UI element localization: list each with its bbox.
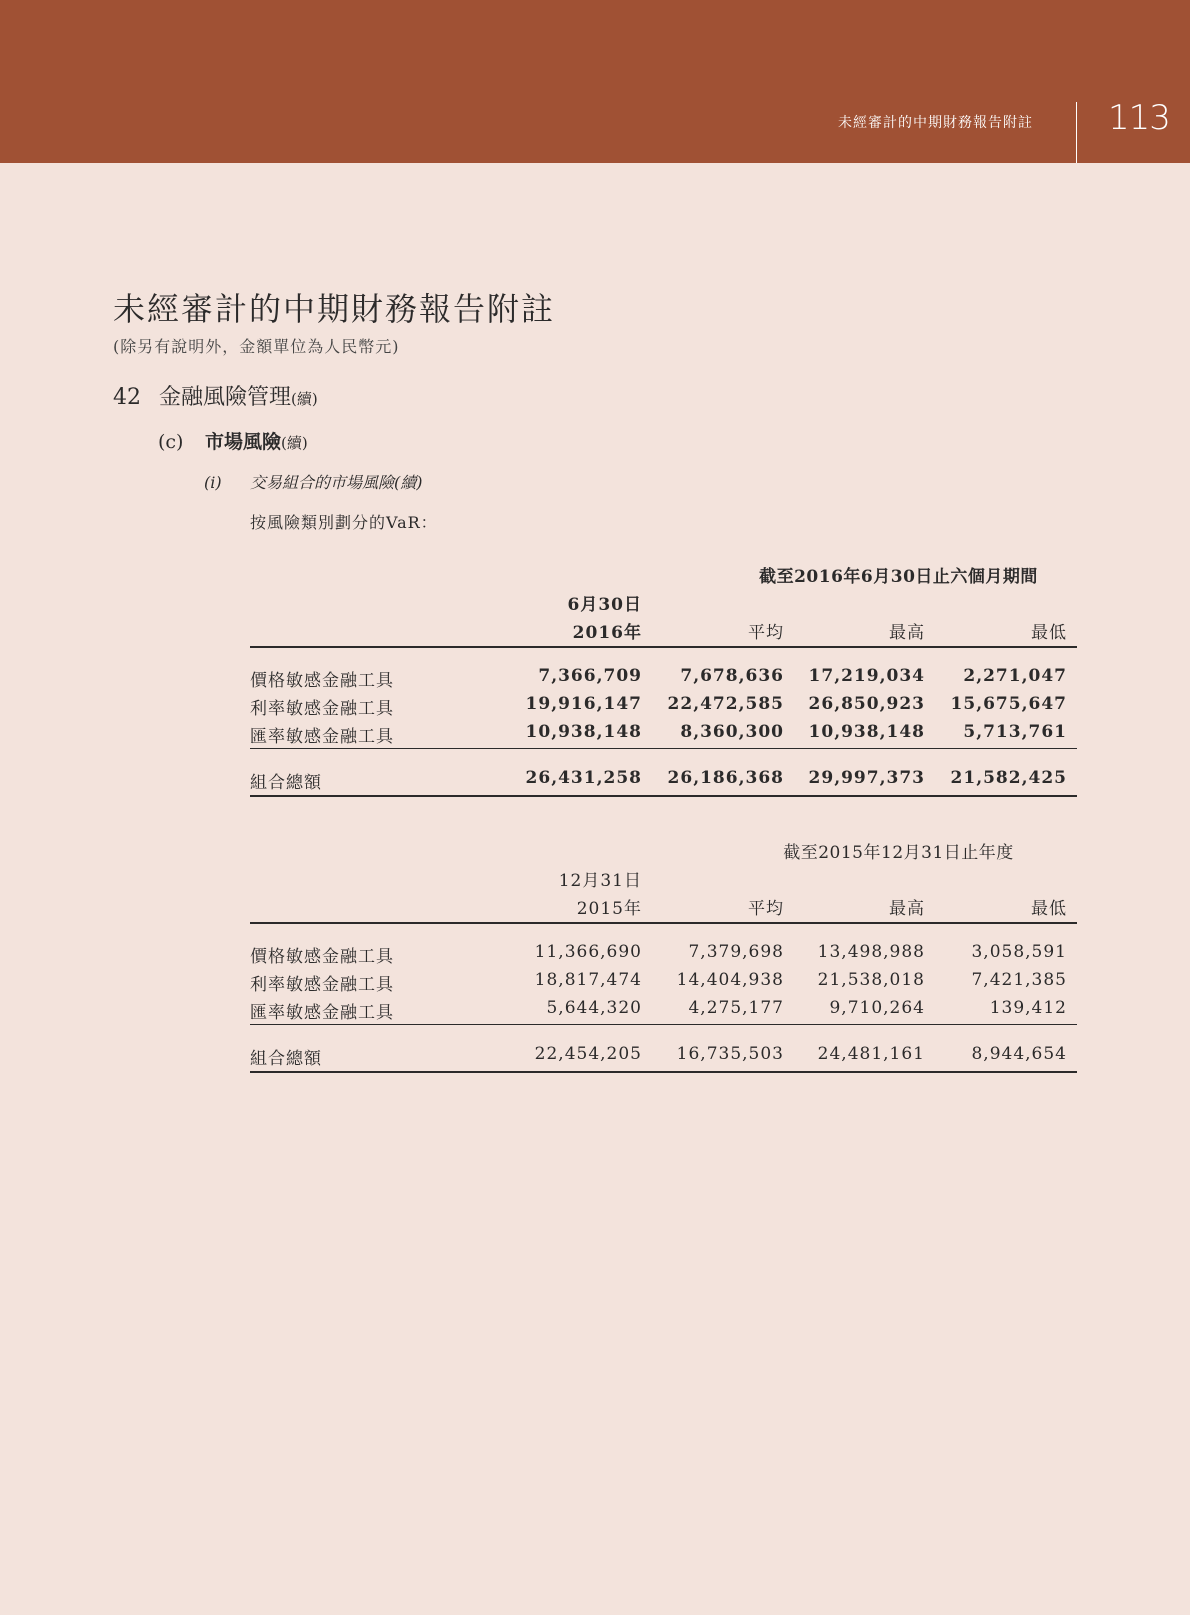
total-rule [250,795,1077,797]
row-label: 利率敏感金融工具 [250,699,394,719]
cell: 11,366,690 [534,942,642,962]
header-divider [1076,102,1077,163]
row-label: 匯率敏感金融工具 [250,1003,394,1023]
header-rule [250,922,1077,924]
cell: 17,219,034 [808,666,925,686]
subsubsection-heading [204,470,423,493]
row-label: 價格敏感金融工具 [250,947,394,967]
cell: 5,644,320 [546,998,642,1018]
table-row [250,694,1077,719]
table-row [250,666,1077,691]
page-subtitle: (除另有說明外，金額單位為人民幣元) [113,337,400,356]
page-number: 113 [1108,98,1170,138]
cell: 4,275,177 [688,998,784,1018]
row-label: 匯率敏感金融工具 [250,727,394,747]
cell: 26,186,368 [667,768,784,788]
cell: 26,431,258 [525,768,642,788]
section-note: (續) [291,390,318,408]
total-row [250,768,1077,793]
cell: 22,472,585 [667,694,784,714]
subsection-heading [158,427,308,454]
row-label: 組合總額 [250,773,322,793]
running-title: 未經審計的中期財務報告附註 [838,115,1033,131]
column-header-date: 12月31日 [558,871,642,891]
column-header-average: 平均 [748,623,784,643]
cell: 2,271,047 [963,666,1067,686]
column-header-low: 最低 [1031,899,1067,919]
cell: 9,710,264 [829,998,925,1018]
subsection-note: (續) [281,434,308,452]
subsubsection-title: 交易組合的市場風險(續) [250,473,423,492]
table-header-row [250,618,1077,643]
table-row [250,722,1077,747]
table-row [250,998,1077,1023]
cell: 18,817,474 [534,970,642,990]
cell: 7,678,636 [680,666,784,686]
cell: 8,360,300 [680,722,784,742]
section-number: 42 [113,385,141,410]
page-title: 未經審計的中期財務報告附註 [113,290,556,328]
cell: 10,938,148 [808,722,925,742]
cell: 3,058,591 [971,942,1067,962]
cell: 22,454,205 [534,1044,642,1064]
section-title: 金融風險管理 [159,385,292,410]
cell: 15,675,647 [950,694,1067,714]
cell: 7,421,385 [971,970,1067,990]
cell: 21,538,018 [817,970,925,990]
cell: 139,412 [989,998,1067,1018]
cell: 7,379,698 [688,942,784,962]
column-header-low: 最低 [1031,623,1067,643]
subsubsection-number: (i) [204,473,222,492]
cell: 13,498,988 [817,942,925,962]
section-heading [113,380,318,411]
subtotal-rule [250,748,1077,749]
column-header-year: 2016年 [572,623,642,643]
column-header-high: 最高 [889,899,925,919]
header-bar [0,0,1190,163]
row-label: 利率敏感金融工具 [250,975,394,995]
cell: 7,366,709 [538,666,642,686]
table-header-row [250,894,1077,919]
cell: 24,481,161 [817,1044,925,1064]
cell: 8,944,654 [971,1044,1067,1064]
intro-text: 按風險類別劃分的VaR： [250,513,438,532]
total-row [250,1044,1077,1069]
cell: 26,850,923 [808,694,925,714]
column-header-year: 2015年 [576,899,642,919]
table-row [250,970,1077,995]
subtotal-rule [250,1024,1077,1025]
row-label: 價格敏感金融工具 [250,671,394,691]
total-rule [250,1071,1077,1073]
row-label: 組合總額 [250,1049,322,1069]
subsection-number: (c) [158,431,184,453]
cell: 5,713,761 [963,722,1067,742]
cell: 29,997,373 [808,768,925,788]
column-header-average: 平均 [748,899,784,919]
cell: 21,582,425 [950,768,1067,788]
cell: 10,938,148 [525,722,642,742]
cell: 16,735,503 [676,1044,784,1064]
cell: 14,404,938 [676,970,784,990]
subsection-title: 市場風險 [205,431,282,453]
table-period: 截至2015年12月31日止年度 [783,843,1014,863]
cell: 19,916,147 [525,694,642,714]
column-header-date: 6月30日 [567,595,642,615]
table-row [250,942,1077,967]
header-rule [250,646,1077,648]
column-header-high: 最高 [889,623,925,643]
table-period: 截至2016年6月30日止六個月期間 [759,567,1038,587]
